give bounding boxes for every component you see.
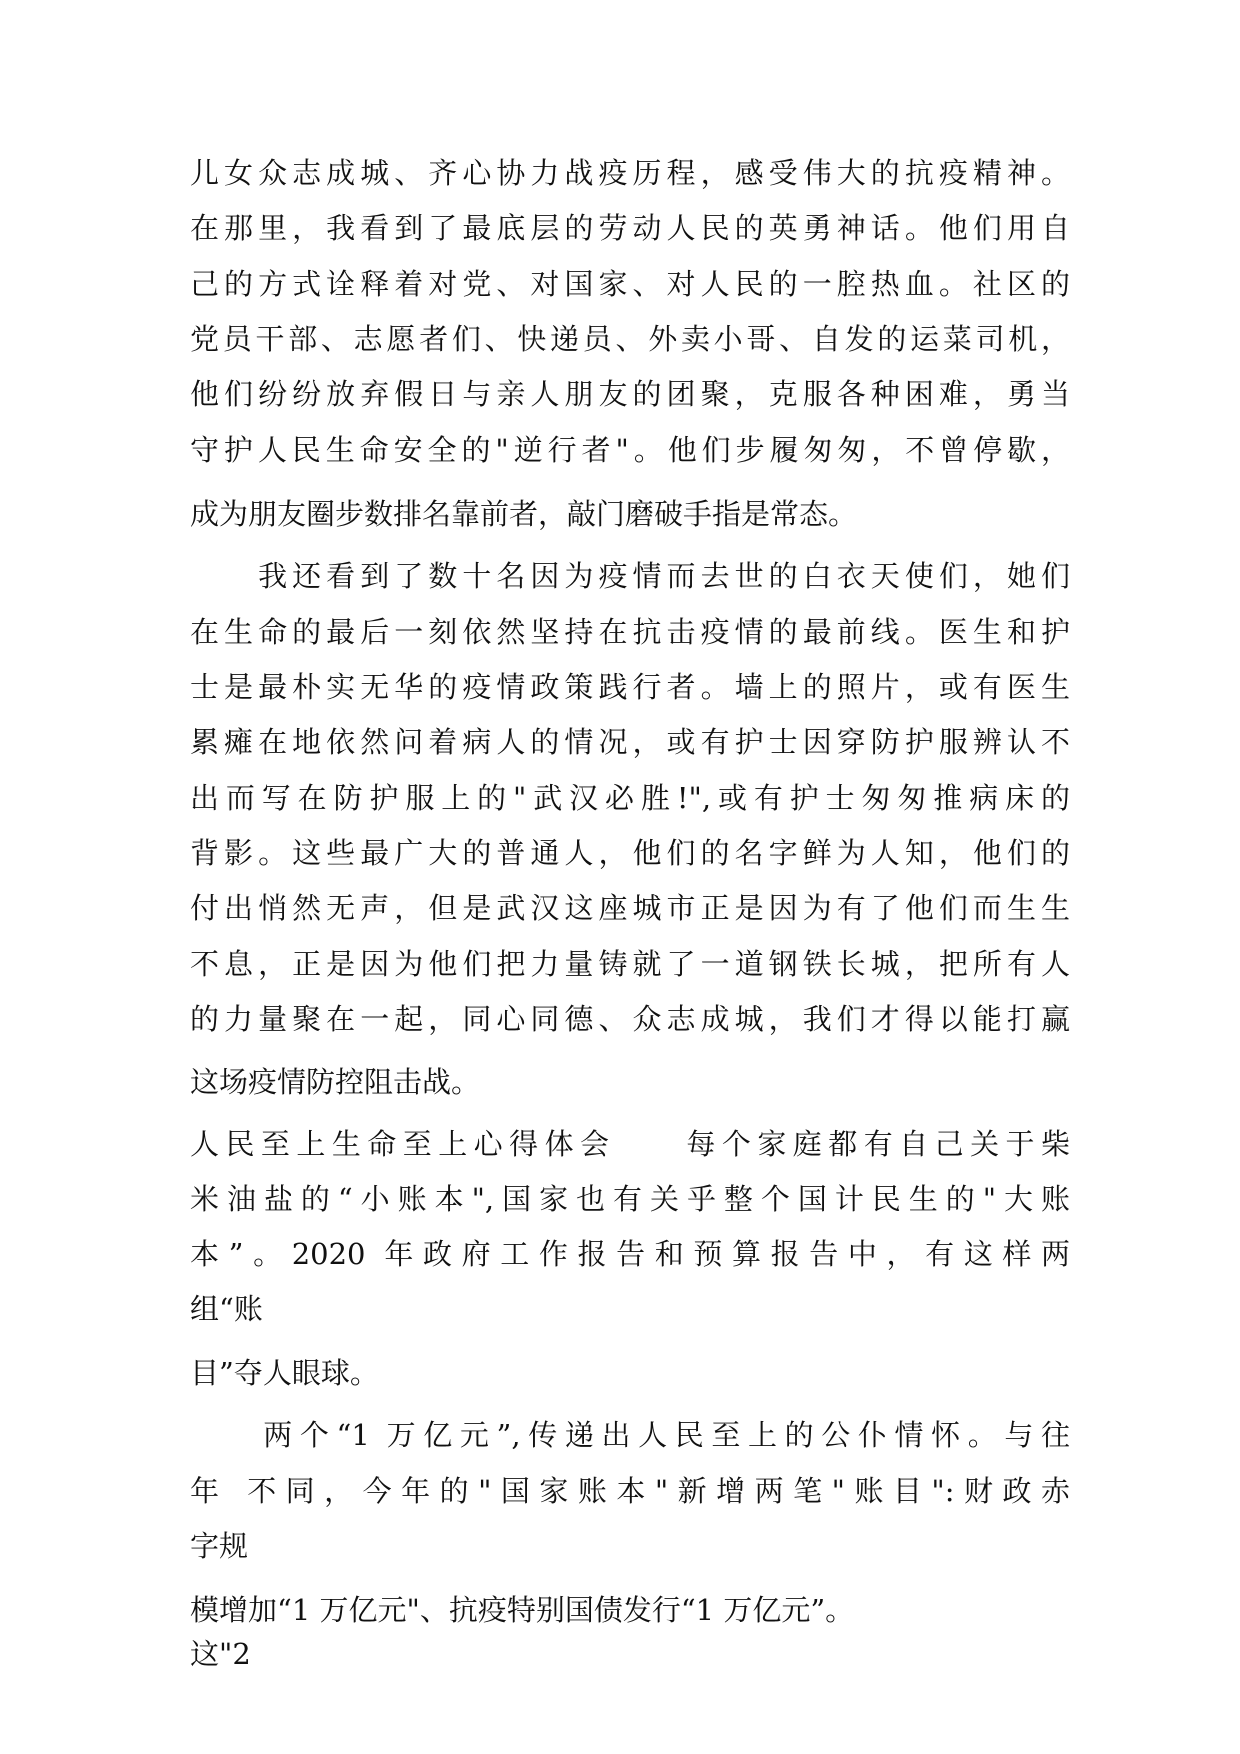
body-text-line: 他们纷纷放弃假日与亲人朋友的团聚，克服各种困难，勇当 [190,377,1070,411]
body-text-line: 不息，正是因为他们把力量铸就了一道钢铁长城，把所有人 [190,947,1070,981]
body-text-line: 米油盐的“小账本",国家也有关乎整个国计民生的"大账 [190,1182,1070,1216]
body-text-line: 付出悄然无声，但是武汉这座城市正是因为有了他们而生生 [190,891,1070,925]
body-text-line: 本”。2020 年政府工作报告和预算报告中，有这样两 [190,1237,1070,1271]
body-text-line: 成为朋友圈步数排名靠前者，敲门磨破手指是常态。 [190,497,858,531]
body-text-line: 在那里，我看到了最底层的劳动人民的英勇神话。他们用自 [190,211,1070,245]
body-text-line: 字规 [190,1529,249,1563]
body-text-line: 出而写在防护服上的"武汉必胜!",或有护士匆匆推病床的 [190,781,1070,815]
body-text-line: 背影。这些最广大的普通人，他们的名字鲜为人知，他们的 [190,836,1070,870]
body-text-line: 这"2 [190,1637,251,1671]
body-text-line: 年 不同，今年的"国家账本"新增两笔"账目":财政赤 [190,1474,1070,1508]
body-text-line: 模增加“1 万亿元"、抗疫特别国债发行“1 万亿元”。 [190,1593,855,1627]
section-heading-line: 人民至上生命至上心得体会 每个家庭都有自己关于柴 [190,1127,1070,1161]
paragraph-first-line: 我还看到了数十名因为疫情而去世的白衣天使们，她们 [190,559,1070,593]
body-text-line: 儿女众志成城、齐心协力战疫历程，感受伟大的抗疫精神。 [190,156,1070,190]
body-text-line: 组“账 [190,1292,263,1326]
body-text-line: 在生命的最后一刻依然坚持在抗击疫情的最前线。医生和护 [190,615,1070,649]
body-text-line: 目”夺人眼球。 [190,1356,379,1390]
body-text-line: 累瘫在地依然问着病人的情况，或有护士因穿防护服辨认不 [190,725,1070,759]
body-text-line: 的力量聚在一起，同心同德、众志成城，我们才得以能打赢 [190,1002,1070,1036]
body-text-line: 党员干部、志愿者们、快递员、外卖小哥、自发的运菜司机， [190,322,1070,356]
body-text-line: 士是最朴实无华的疫情政策践行者。墙上的照片，或有医生 [190,670,1070,704]
paragraph-first-line: 两个“1 万亿元”,传递出人民至上的公仆情怀。与往 [190,1418,1070,1452]
body-text-line: 守护人民生命安全的"逆行者"。他们步履匆匆，不曾停歇， [190,433,1070,467]
body-text-line: 己的方式诠释着对党、对国家、对人民的一腔热血。社区的 [190,267,1070,301]
body-text-line: 这场疫情防控阻击战。 [190,1065,481,1099]
